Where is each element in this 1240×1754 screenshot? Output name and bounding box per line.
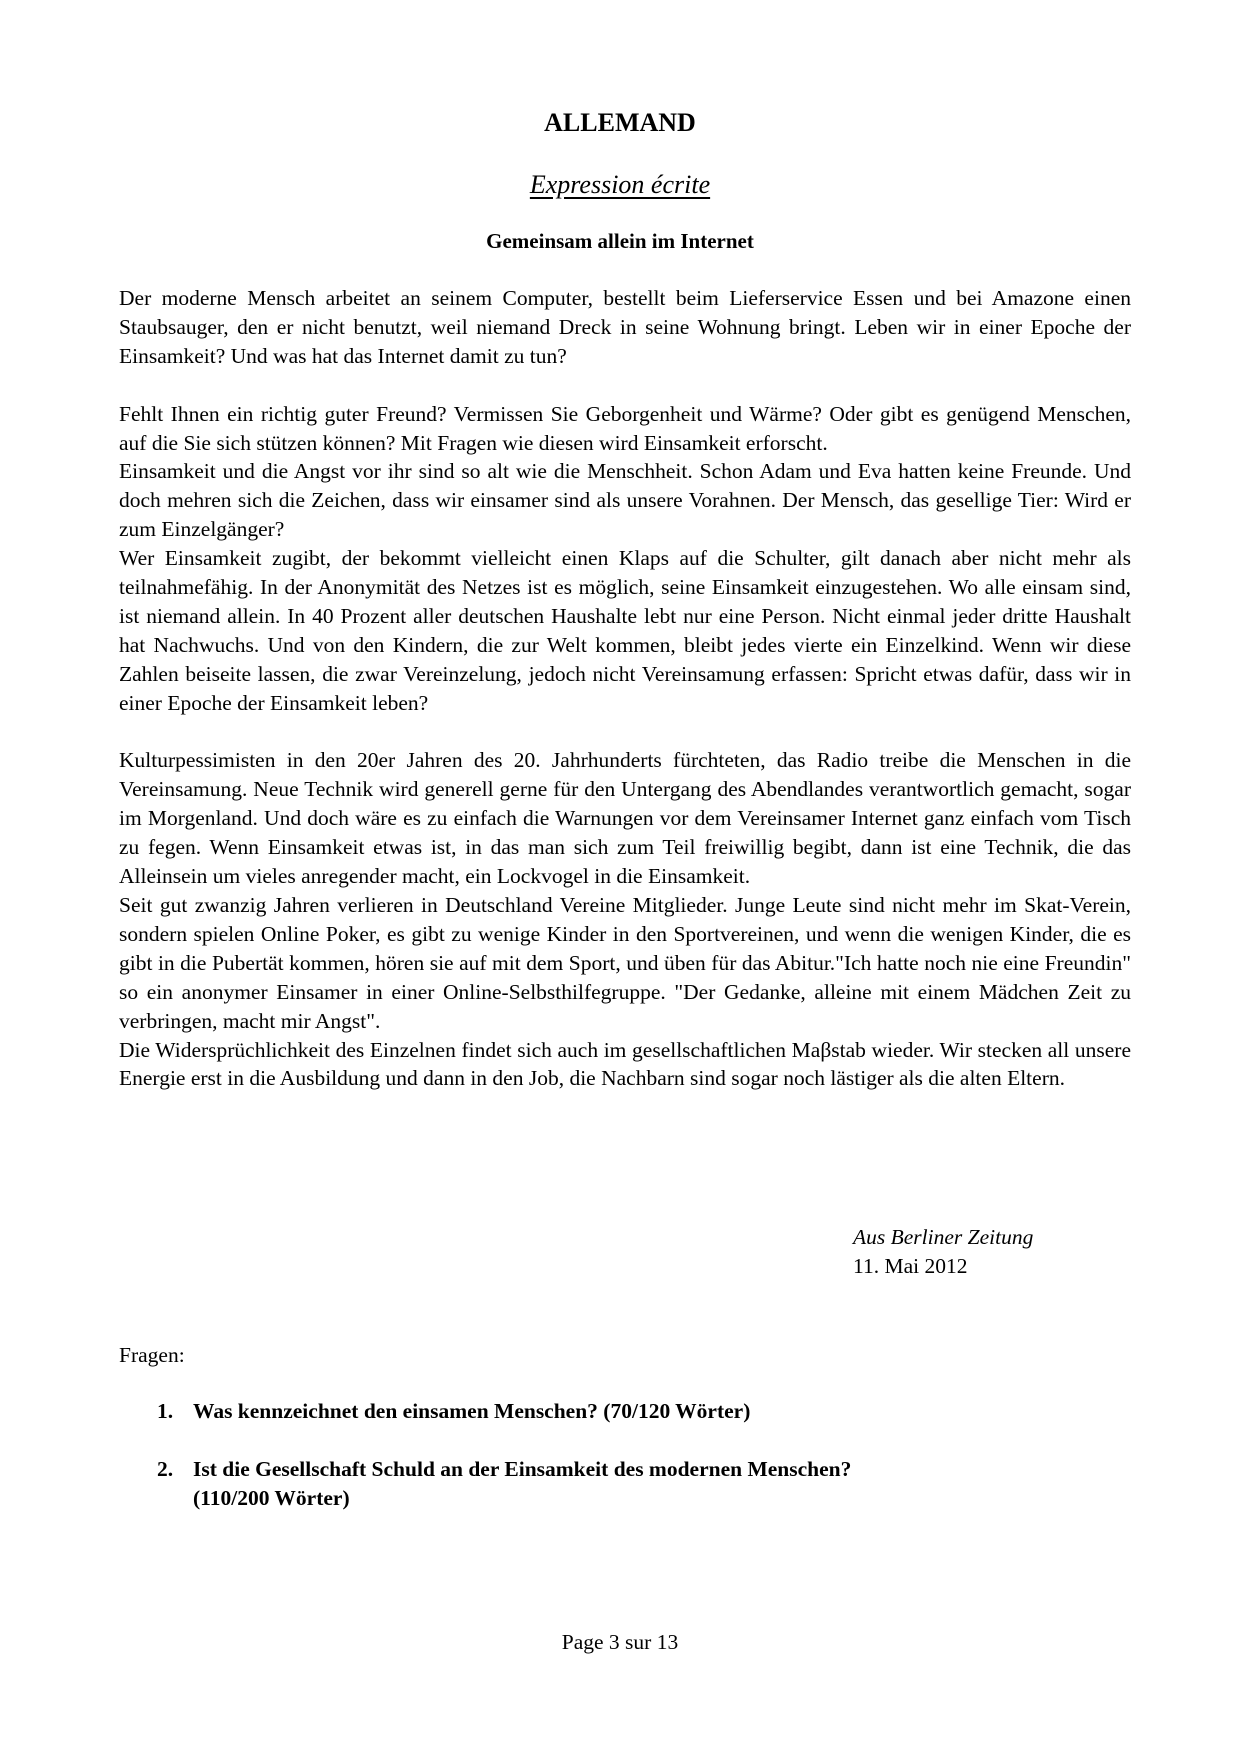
article-title: Gemeinsam allein im Internet	[486, 229, 754, 253]
question-text: Ist die Gesellschaft Schuld an der Einsamkeit des modernen Menschen?	[193, 1457, 852, 1481]
question-number: 2.	[157, 1457, 174, 1481]
paragraph: Die Widersprüchlichkeit des Einzelnen findet sich auch im gesellschaftlichen Maβstab wieder. Wir stecken all unsere Energie erst in die Ausbildung und dann in den Job, die Nachbarn sind sogar noch lästiger als die alten Eltern.	[119, 1037, 1131, 1091]
source-date: 11. Mai 2012	[853, 1254, 968, 1278]
article-body	[119, 284, 1131, 1093]
questions-label: Fragen:	[119, 1343, 185, 1367]
page-number: Page 3 sur 13	[561, 1630, 679, 1654]
article-source	[853, 1223, 1033, 1281]
question-word-limit: (110/200 Wörter)	[193, 1486, 350, 1510]
exercise-subtitle: Expression écrite	[529, 170, 711, 199]
paragraph: Der moderne Mensch arbeitet an seinem Computer, bestellt beim Lieferservice Essen und bei Amazone einen Staubsauger, den er nicht benutzt, weil niemand Dreck in seine Wohnung bringt. Leben wir in einer Epoche der Einsamkeit? Und was hat das Internet damit zu tun?	[119, 286, 1131, 368]
paragraph: Fehlt Ihnen ein richtig guter Freund? Vermissen Sie Geborgenheit und Wärme? Oder gibt es genügend Menschen, auf die Sie sich stützen können? Mit Fragen wie diesen wird Einsamkeit erforscht.	[119, 401, 1131, 455]
source-name: Aus Berliner Zeitung	[853, 1225, 1034, 1249]
question-item	[157, 1397, 750, 1426]
paragraph: Kulturpessimisten in den 20er Jahren des 20. Jahrhunderts fürchteten, das Radio treibe die Menschen in die Vereinsamung. Neue Technik wird generell gerne für den Untergang des Abendlandes verantwortlich gemacht, sogar im Morgenland. Und doch wäre es zu einfach die Warnungen vor dem Vereinsamer Internet ganz einfach vom Tisch zu fegen. Wenn Einsamkeit etwas ist, in das man sich zum Teil freiwillig begibt, dann ist eine Technik, die das Alleinsein um vieles anregender macht, ein Lockvogel in die Einsamkeit.	[119, 748, 1131, 889]
paragraph: Seit gut zwanzig Jahren verlieren in Deutschland Vereine Mitglieder. Junge Leute sind nicht mehr im Skat-Verein, sondern spielen Online Poker, es gibt zu wenige Kinder in den Sportvereinen, und wenn die wenigen Kinder, die es gibt in die Pubertät kommen, hören sie auf mit dem Sport, und üben für das Abitur."Ich hatte noch nie eine Freundin" so ein anonymer Einsamer in einer Online-Selbsthilfegruppe. "Der Gedanke, alleine mit einem Mädchen Zeit zu verbringen, macht mir Angst".	[119, 893, 1131, 1033]
question-item	[157, 1455, 851, 1513]
question-text: Was kennzeichnet den einsamen Menschen? (70/120 Wörter)	[193, 1399, 751, 1423]
subject-heading: ALLEMAND	[544, 108, 696, 137]
paragraph: Einsamkeit und die Angst vor ihr sind so alt wie die Menschheit. Schon Adam und Eva hatten keine Freunde. Und doch mehren sich die Zeichen, dass wir einsamer sind als unsere Vorahnen. Der Mensch, das gesellige Tier: Wird er zum Einzelgänger?	[119, 459, 1131, 542]
question-number: 1.	[157, 1399, 174, 1423]
paragraph: Wer Einsamkeit zugibt, der bekommt vielleicht einen Klaps auf die Schulter, gilt danach aber nicht mehr als teilnahmefähig. In der Anonymität des Netzes ist es möglich, seine Einsamkeit einzugestehen. Wo alle einsam sind, ist niemand allein. In 40 Prozent aller deutschen Haushalte lebt nur eine Person. Nicht einmal jeder dritte Haushalt hat Nachwuchs. Und von den Kindern, die zur Welt kommen, bleibt jedes vierte ein Einzelkind. Wenn wir diese Zahlen beiseite lassen, die zwar Vereinzelung, jedoch nicht Vereinsamung erfassen: Spricht etwas dafür, dass wir in einer Epoche der Einsamkeit leben?	[119, 546, 1131, 715]
